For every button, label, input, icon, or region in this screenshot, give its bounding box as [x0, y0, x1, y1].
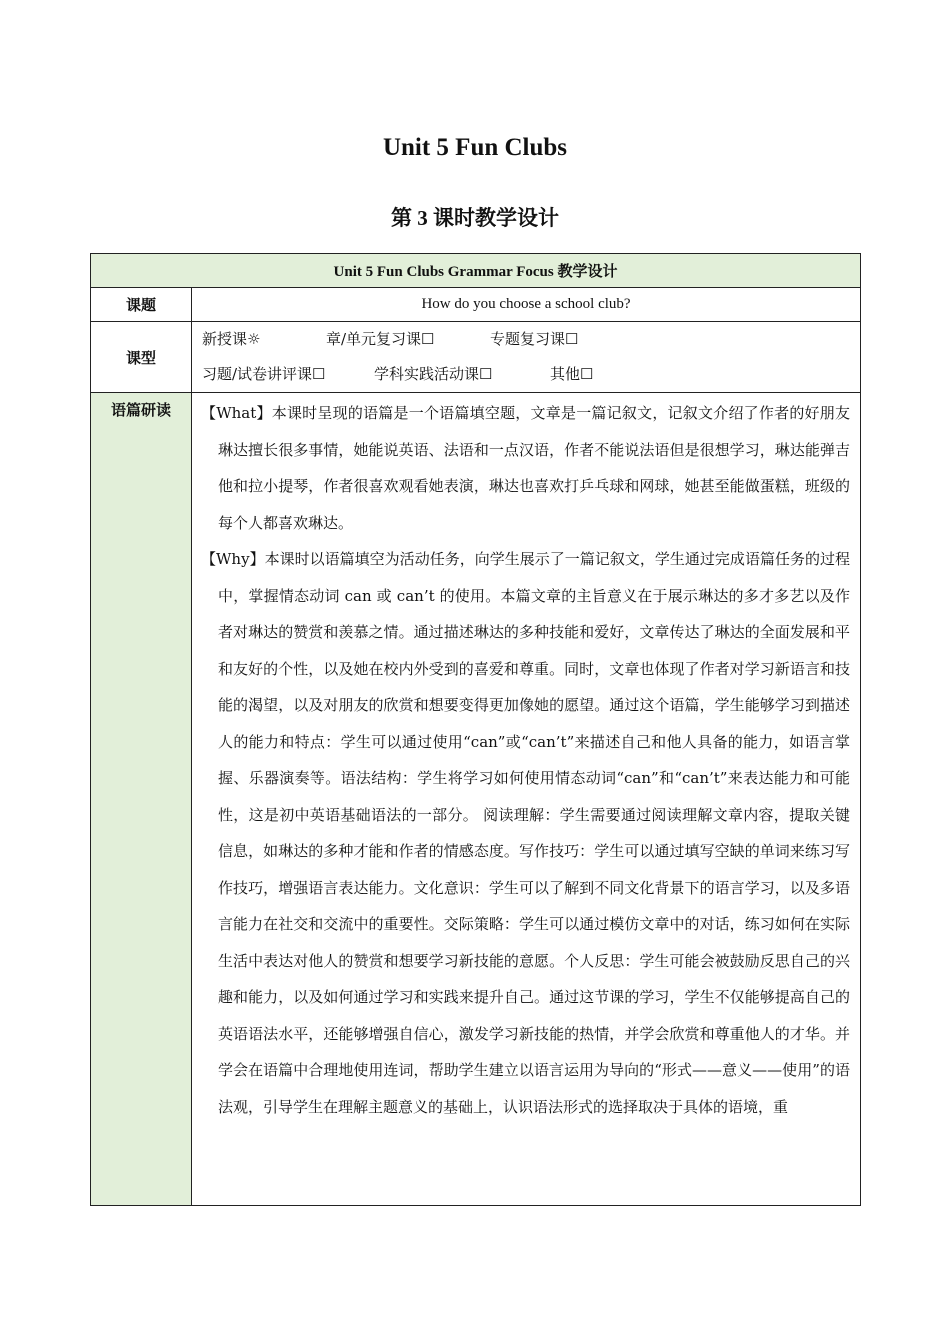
table-header: Unit 5 Fun Clubs Grammar Focus 教学设计 — [91, 254, 861, 288]
type-option-unit-review[interactable]: 章/单元复习课☐ — [326, 330, 435, 348]
type-option-new[interactable]: 新授课☼ — [202, 330, 261, 348]
page-subtitle: 第 3 课时教学设计 — [391, 206, 559, 230]
what-paragraph: 【What】本课时呈现的语篇是一个语篇填空题，文章是一篇记叙文，记叙文介绍了作者的好朋友琳达擅长很多事情，她能说英语、法语和一点汉语，作者不能说法语但是很想学习，琳达能弹吉他和拉小提琴，作者很喜欢观看她表演，琳达也喜欢打乒乓球和网球，她甚至能做蛋糕，班级的每个人都喜欢琳达。 — [201, 404, 851, 532]
type-option-exercise-review[interactable]: 习题/试卷讲评课☐ — [202, 365, 326, 383]
type-option-other[interactable]: 其他☐ — [550, 365, 594, 383]
type-option-practice-activity[interactable]: 学科实践活动课☐ — [374, 365, 493, 383]
type-options — [192, 322, 861, 393]
type-label: 课型 — [91, 322, 192, 393]
topic-value: How do you choose a school club? — [192, 288, 861, 322]
topic-label: 课题 — [91, 288, 192, 322]
type-option-topic-review[interactable]: 专题复习课☐ — [490, 330, 579, 348]
page-title: Unit 5 Fun Clubs — [382, 134, 568, 161]
lesson-plan-table — [90, 253, 861, 1206]
type-row-1 — [192, 322, 860, 357]
analysis-label: 语篇研读 — [91, 393, 192, 1206]
type-row-2 — [192, 357, 860, 392]
why-paragraph: 【Why】本课时以语篇填空为活动任务，向学生展示了一篇记叙文，学生通过完成语篇任务的过程中，掌握情态动词 can 或 can’t 的使用。本篇文章的主旨意义在于展示琳达的多才多艺以及作者对琳达的赞赏和羡慕之情。通过描述琳达的多种技能和爱好，文章传达了琳达的全面发展和平和友好的个性，以及她在校内外受到的喜爱和尊重。同时，文章也体现了作者对学习新语言和技能的渴望，以及对朋友的欣赏和想要变得更加像她的愿望。通过这个语篇，学生能够学习到描述人的能力和特点：学生可以通过使用“can”或“can’t”来描述自己和他人具备的能力，如语言掌握、乐器演奏等。语法结构：学生将学习如何使用情态动词“can”和“can’t”来表达能力和可能性，这是初中英语基础语法的一部分。 阅读理解：学生需要通过阅读理解文章内容，提取关键信息，如琳达的多种才能和作者的情感态度。写作技巧：学生可以通过填写空缺的单词来练习写作技巧，增强语言表达能力。文化意识：学生可以了解到不同文化背景下的语言学习，以及多语言能力在社交和交流中的重要性。交际策略：学生可以通过模仿文章中的对话，练习如何在实际生活中表达对他人的赞赏和想要学习新技能的意愿。个人反思：学生可能会被鼓励反思自己的兴趣和能力，以及如何通过学习和实践来提升自己。通过这节课的学习，学生不仅能够提高自己的英语语法水平，还能够增强自信心，激发学习新技能的热情，并学会欣赏和尊重他人的才华。并学会在语篇中合理地使用连词，帮助学生建立以语言运用为导向的“形式——意义——使用”的语法观，引导学生在理解主题意义的基础上，认识语法形式的选择取决于具体的语境，重 — [201, 550, 851, 1116]
analysis-content — [192, 393, 861, 1206]
